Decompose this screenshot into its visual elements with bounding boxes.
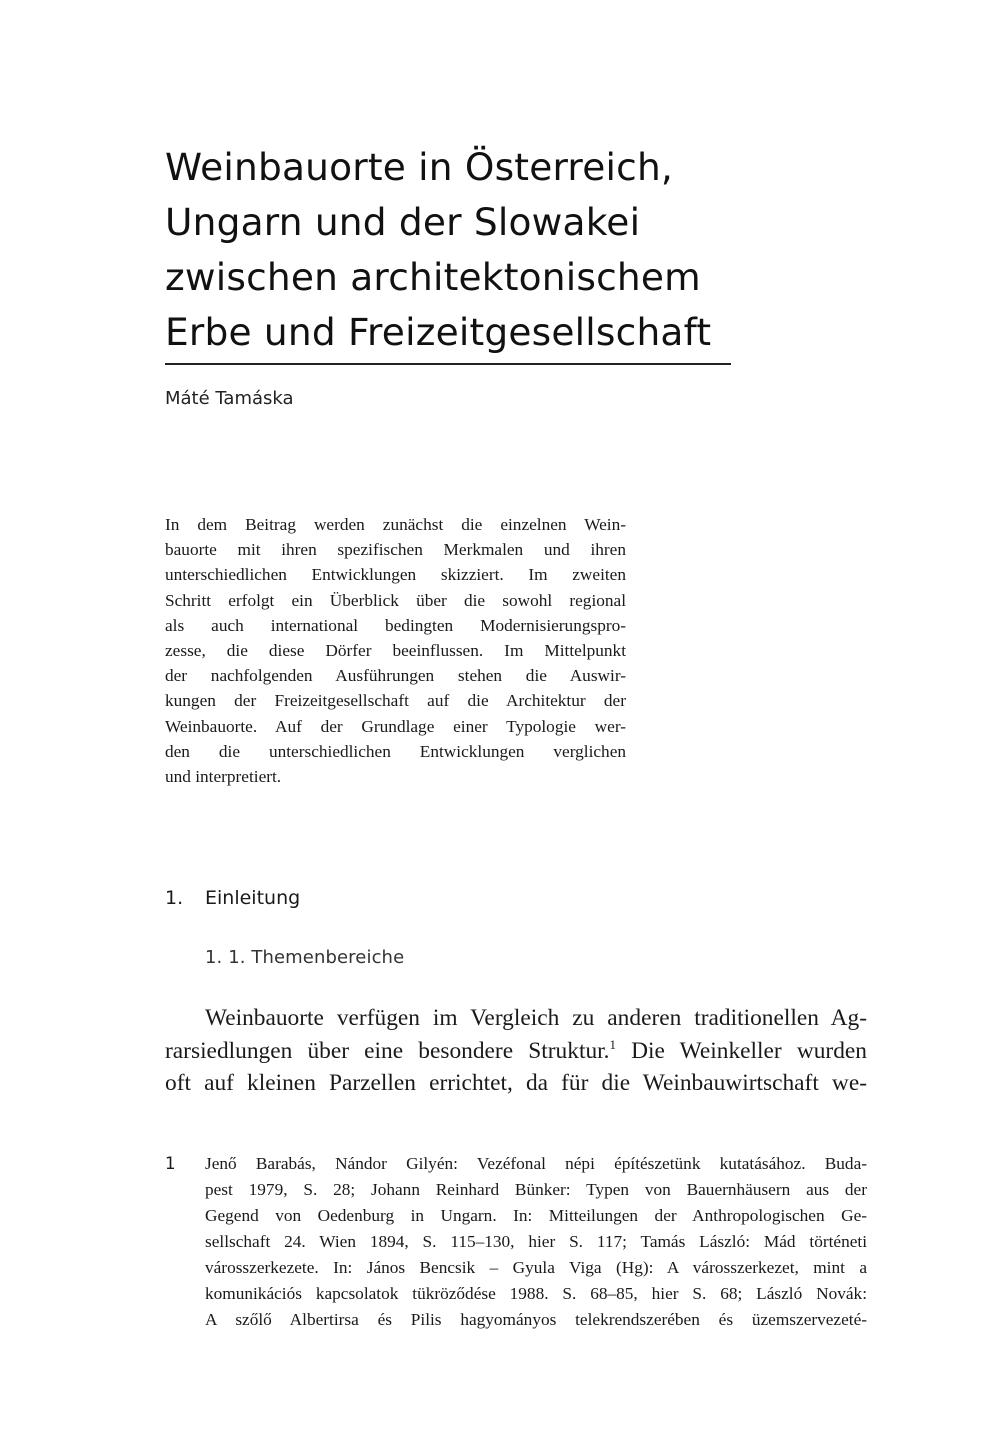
- body-text: rarsiedlungen über eine besondere Struktur.: [165, 1037, 610, 1064]
- abstract-line: als auch international bedingten Modernisierungspro-: [165, 615, 626, 635]
- footnote-line: Gegend von Oedenburg in Ungarn. In: Mitteilungen der Anthropologischen Ge-: [205, 1206, 867, 1225]
- title-line: Erbe und Freizeitgesellschaft: [165, 310, 712, 354]
- footnote-line: pest 1979, S. 28; Johann Reinhard Bünker: Typen von Bauernhäusern aus der: [205, 1180, 867, 1199]
- footnote-line: sellschaft 24. Wien 1894, S. 115–130, hier S. 117; Tamás László: Mád történeti: [205, 1232, 867, 1251]
- abstract-line: und interpretiert.: [165, 767, 282, 787]
- abstract-line: der nachfolgenden Ausführungen stehen die Auswir-: [165, 666, 626, 686]
- footnote-reference[interactable]: 1: [609, 1036, 616, 1052]
- abstract-line: In dem Beitrag werden zunächst die einzelnen Wein-: [165, 515, 626, 534]
- title-line: zwischen architektonischem: [165, 255, 701, 299]
- title-line: Ungarn und der Slowakei: [165, 200, 641, 244]
- section-title: Einleitung: [205, 887, 301, 909]
- title-divider: [165, 363, 731, 365]
- body-line: oft auf kleinen Parzellen errichtet, da für die Weinbauwirtschaft we-: [165, 1070, 867, 1096]
- footnote-number: 1: [165, 1154, 176, 1173]
- footnote-line: komunikációs kapcsolatok tükröződése 1988. S. 68–85, hier S. 68; László Novák:: [205, 1284, 867, 1303]
- abstract-line: den die unterschiedlichen Entwicklungen verglichen: [165, 741, 626, 761]
- abstract-line: kungen der Freizeitgesellschaft auf die Architektur der: [165, 691, 626, 711]
- body-paragraph: [165, 1002, 867, 1100]
- abstract-line: unterschiedlichen Entwicklungen skizziert. Im zweiten: [165, 565, 626, 585]
- footnote-line: Jenő Barabás, Nándor Gilyén: Vezéfonal népi építészetünk kutatásához. Buda-: [205, 1154, 867, 1173]
- section-number: 1.: [165, 887, 184, 909]
- footnote-line: városszerkezete. In: János Bencsik – Gyula Viga (Hg): A városszerkezet, mint a: [205, 1258, 867, 1277]
- article-title: [165, 140, 785, 360]
- abstract-line: bauorte mit ihren spezifischen Merkmalen und ihren: [165, 540, 626, 560]
- subsection-heading: 1. 1. Themenbereiche: [205, 947, 405, 968]
- footnote-text: [205, 1151, 867, 1333]
- author-name: Máté Tamáska: [165, 388, 294, 409]
- abstract-line: Weinbauorte. Auf der Grundlage einer Typologie wer-: [165, 716, 626, 736]
- section-heading: [165, 884, 300, 912]
- body-line: [165, 1035, 867, 1068]
- body-text: Die Weinkeller wurden: [616, 1037, 867, 1064]
- abstract-line: zesse, die diese Dörfer beeinflussen. Im Mittelpunkt: [165, 641, 626, 661]
- abstract-line: Schritt erfolgt ein Überblick über die sowohl regional: [165, 590, 626, 610]
- title-line: Weinbauorte in Österreich,: [165, 145, 674, 189]
- body-line: Weinbauorte verfügen im Vergleich zu anderen traditionellen Ag-: [205, 1005, 867, 1031]
- abstract: [165, 512, 626, 789]
- footnote-line: A szőlő Albertirsa és Pilis hagyományos telekrendszerében és üzemszervezeté-: [205, 1310, 867, 1329]
